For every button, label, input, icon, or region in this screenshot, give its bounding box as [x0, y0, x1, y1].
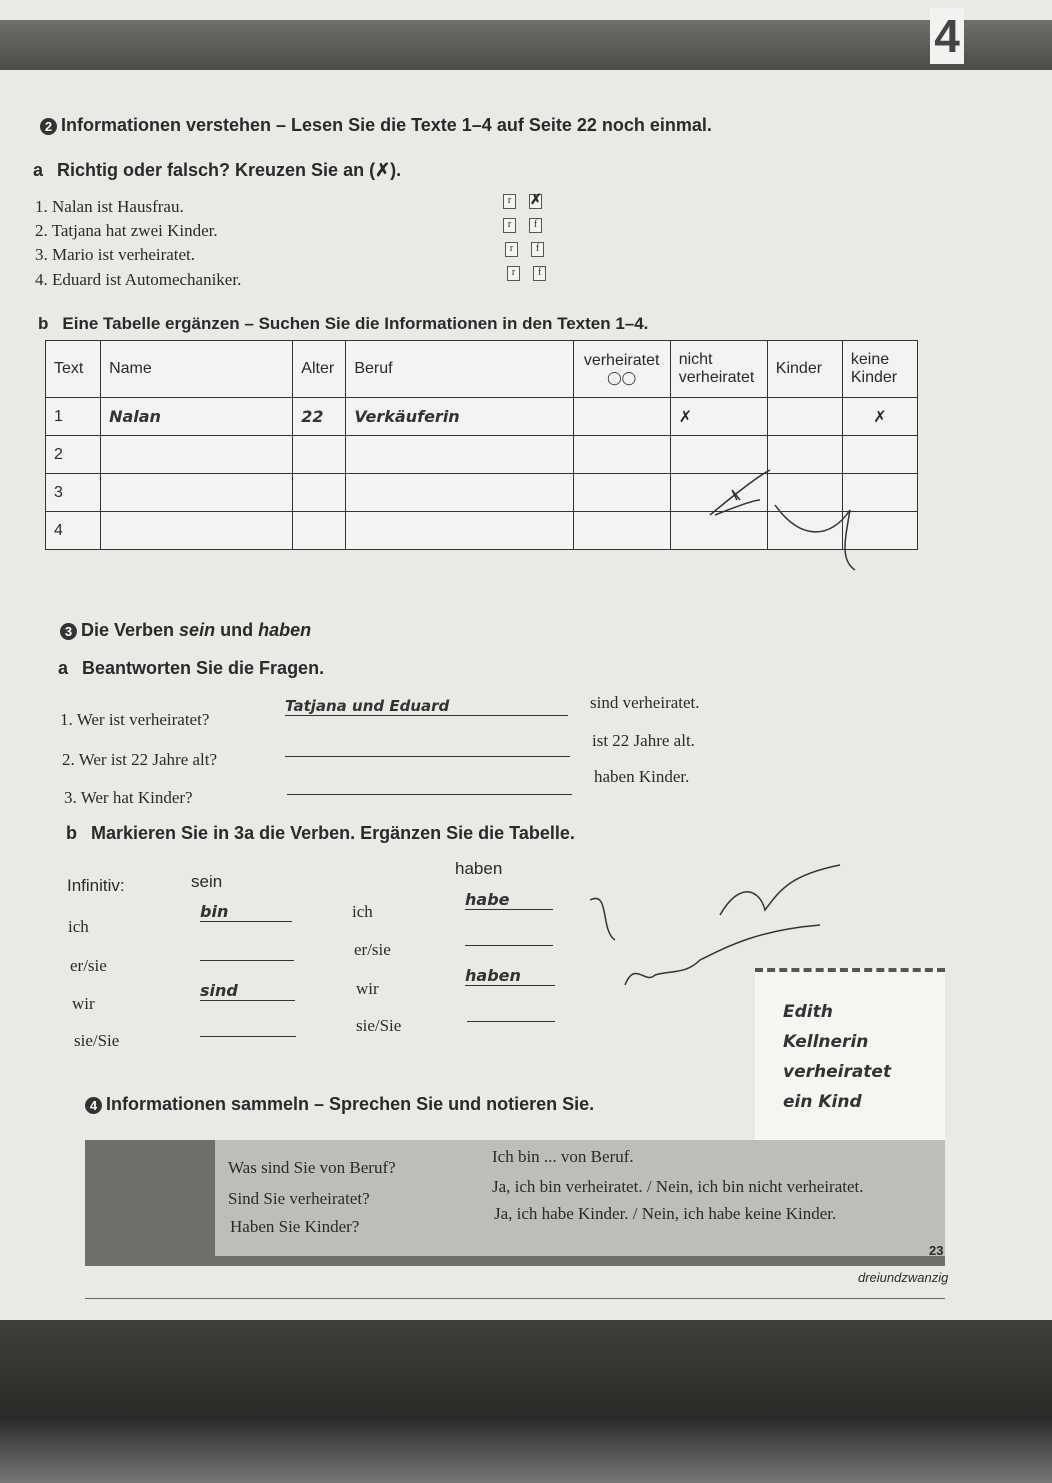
haben-ich[interactable]: habe [465, 890, 553, 910]
ex2-heading [40, 115, 712, 136]
ex2a-title: Richtig oder falsch? Kreuzen Sie an (✗). [57, 160, 402, 180]
sein-sie-Sie[interactable] [200, 1020, 296, 1037]
checkbox-r-1[interactable]: r [503, 194, 516, 209]
answer-2[interactable] [285, 738, 570, 757]
page-number: 23 [929, 1243, 944, 1258]
ex2a-item-1: 1. Nalan ist Hausfrau. [35, 197, 184, 216]
ex4-answer-1: Ich bin ... von Beruf. [492, 1147, 634, 1166]
th-verheiratet: verheiratet ◯◯ [573, 341, 670, 398]
page-corner-number: 4 [930, 8, 964, 64]
pencil-scribble-table [700, 460, 870, 580]
top-band [0, 20, 1052, 70]
table-row: 2 [46, 436, 918, 474]
ex4-answer-3: Ja, ich habe Kinder. / Nein, ich habe keine Kinder. [494, 1204, 837, 1223]
checkbox-f-4[interactable]: f [533, 266, 546, 281]
checkbox-r-2[interactable]: r [503, 218, 516, 233]
ex2a-heading: a Richtig oder falsch? Kreuzen Sie an (✗). [33, 160, 402, 180]
th-name: Name [101, 341, 293, 398]
th-beruf: Beruf [346, 341, 573, 398]
checkbox-f-1[interactable]: ✗ [530, 193, 542, 208]
note-line-2: Kellnerin [783, 1032, 869, 1052]
ex4-heading: 4 Informationen sammeln – Sprechen Sie und notieren Sie. [85, 1094, 594, 1115]
pron-er-sie: er/sie [70, 956, 107, 975]
infinitiv-sein: sein [191, 872, 223, 891]
infinitiv-haben: haben [455, 859, 503, 878]
sein-ich[interactable]: bin [200, 902, 292, 922]
infinitiv-label: Infinitiv: [67, 876, 125, 895]
ex4-question-2: Sind Sie verheiratet? [228, 1189, 370, 1208]
ex3a-heading: a Beantworten Sie die Fragen. [58, 658, 325, 678]
pron-wir: wir [72, 994, 95, 1013]
th-nicht-verheiratet: nicht verheiratet [670, 341, 767, 398]
checkbox-f-3[interactable]: f [531, 242, 544, 257]
footer-rule [85, 1298, 945, 1299]
note-line-1: Edith [783, 1002, 833, 1022]
checkbox-r-4[interactable]: r [507, 266, 520, 281]
table-row: 3 [46, 474, 918, 512]
pron2-er-sie: er/sie [354, 940, 391, 959]
ex2a-item-3: 3. Mario ist verheiratet. [35, 245, 196, 264]
table-row: 4 [46, 512, 918, 550]
ex4-answer-2: Ja, ich bin verheiratet. / Nein, ich bin nicht verheiratet. [492, 1177, 864, 1196]
ex2b-title: Eine Tabelle ergänzen – Suchen Sie die Informationen in den Texten 1–4. [62, 314, 649, 333]
table-row: 1 Nalan 22 Verkäuferin ✗ ✗ [46, 398, 918, 436]
th-text: Text [46, 341, 101, 398]
haben-sie-Sie[interactable] [467, 1005, 555, 1022]
ex2-title: Informationen verstehen – Lesen Sie die Texte 1–4 auf Seite 22 noch einmal. [61, 115, 712, 135]
rings-icon: ◯◯ [607, 370, 637, 385]
answer-3[interactable] [287, 776, 572, 795]
sein-er-sie[interactable] [200, 944, 294, 961]
ex2b-heading: b Eine Tabelle ergänzen – Suchen Sie die Informationen in den Texten 1–4. [38, 314, 649, 333]
pron2-wir: wir [356, 979, 379, 998]
sein-wir[interactable]: sind [200, 981, 295, 1001]
pron2-sie-Sie: sie/Sie [356, 1016, 402, 1035]
ex4-question-1: Was sind Sie von Beruf? [228, 1158, 396, 1177]
question-3: 3. Wer hat Kinder? [64, 788, 193, 807]
ex2a-item-4: 4. Eduard ist Automechaniker. [35, 270, 242, 289]
ex3b-heading: b Markieren Sie in 3a die Verben. Ergänzen Sie die Tabelle. [66, 823, 575, 843]
handwritten-note [755, 968, 945, 1142]
note-line-3: verheiratet [783, 1062, 892, 1082]
dark-background-bottom [0, 1320, 1052, 1483]
pron-ich: ich [68, 917, 89, 936]
answer-1[interactable]: Tatjana und Eduard [285, 697, 568, 716]
answer-tail-3: haben Kinder. [594, 767, 690, 786]
th-keine-kinder: keine Kinder [842, 341, 917, 398]
answer-tail-2: ist 22 Jahre alt. [592, 731, 695, 750]
question-1: 1. Wer ist verheiratet? [60, 710, 210, 729]
ex2a-item-2: 2. Tatjana hat zwei Kinder. [35, 221, 218, 240]
ex3-heading: 3 Die Verben sein und haben [60, 620, 311, 641]
th-alter: Alter [293, 341, 346, 398]
ex2-number: 2 [40, 118, 57, 135]
th-kinder: Kinder [767, 341, 842, 398]
haben-wir[interactable]: haben [465, 966, 555, 986]
checkbox-f-2[interactable]: f [529, 218, 542, 233]
pron2-ich: ich [352, 902, 373, 921]
checkbox-r-3[interactable]: r [505, 242, 518, 257]
page-word: dreiundzwanzig [858, 1270, 949, 1285]
pron-sie-Sie: sie/Sie [74, 1031, 120, 1050]
haben-er-sie[interactable] [465, 929, 553, 946]
ex4-question-3: Haben Sie Kinder? [230, 1217, 360, 1236]
note-line-4: ein Kind [783, 1092, 862, 1112]
answer-tail-1: sind verheiratet. [590, 693, 700, 712]
question-2: 2. Wer ist 22 Jahre alt? [62, 750, 218, 769]
